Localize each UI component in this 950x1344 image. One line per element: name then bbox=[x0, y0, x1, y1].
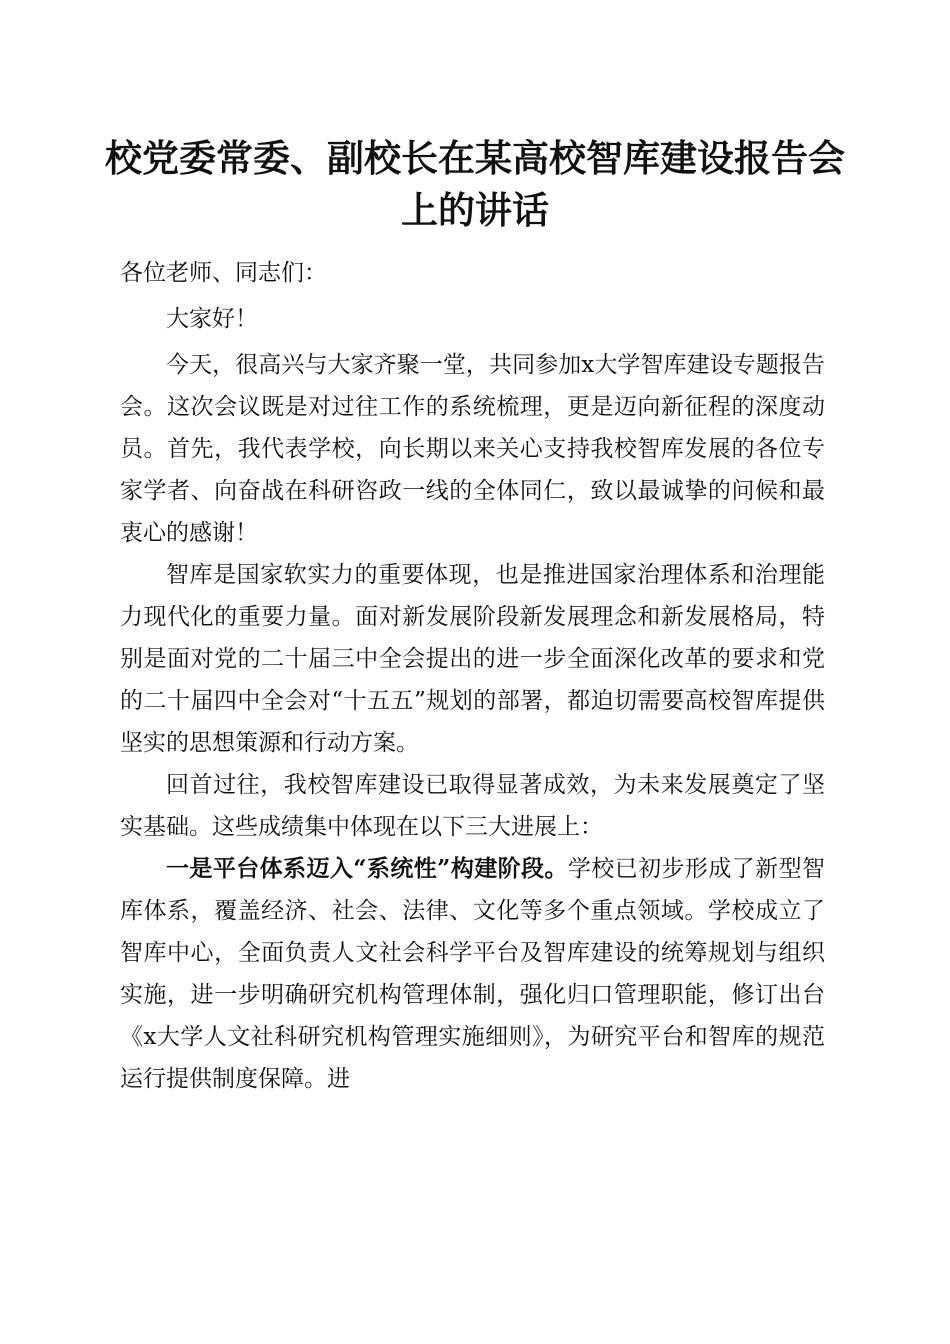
greeting: 大家好！ bbox=[166, 306, 258, 332]
salutation: 各位老师、同志们： bbox=[120, 260, 327, 286]
point-one-text: 学校已初步形成了新型智库体系，覆盖经济、社会、法律、文化等多个重点领域。学校成立了智库中心，全面负责人文社会科学平台及智库建设的统筹规划与组织实施，进一步明确研究机构管理体制，强化归口管理职能，修订出台《x大学人文社科研究机构管理实施细则》，为研究平台和智库的规范运行提供制度保障。进 bbox=[120, 856, 825, 1092]
document-body bbox=[120, 252, 825, 1100]
document-title: 校党委常委、副校长在某高校智库建设报告会上的讲话 bbox=[105, 136, 845, 232]
paragraph: 回首过往，我校智库建设已取得显著成效，为未来发展奠定了坚实基础。这些成绩集中体现在以下三大进展上： bbox=[120, 772, 825, 840]
point-one-paragraph bbox=[120, 848, 825, 1100]
paragraph: 今天，很高兴与大家齐聚一堂，共同参加x大学智库建设专题报告会。这次会议既是对过往工作的系统梳理，更是迈向新征程的深度动员。首先，我代表学校，向长期以来关心支持我校智库发展的各位专家学者、向奋战在科研咨政一线的全体同仁，致以最诚挚的问候和最衷心的感谢！ bbox=[120, 352, 825, 546]
paragraph: 智库是国家软实力的重要体现，也是推进国家治理体系和治理能力现代化的重要力量。面对新发展阶段新发展理念和新发展格局，特别是面对党的二十届三中全会提出的进一步全面深化改革的要求和党的二十届四中全会对“十五五”规划的部署，都迫切需要高校智库提供坚实的思想策源和行动方案。 bbox=[120, 562, 825, 756]
point-one-heading: 一是平台体系迈入“系统性”构建阶段。 bbox=[166, 855, 568, 882]
